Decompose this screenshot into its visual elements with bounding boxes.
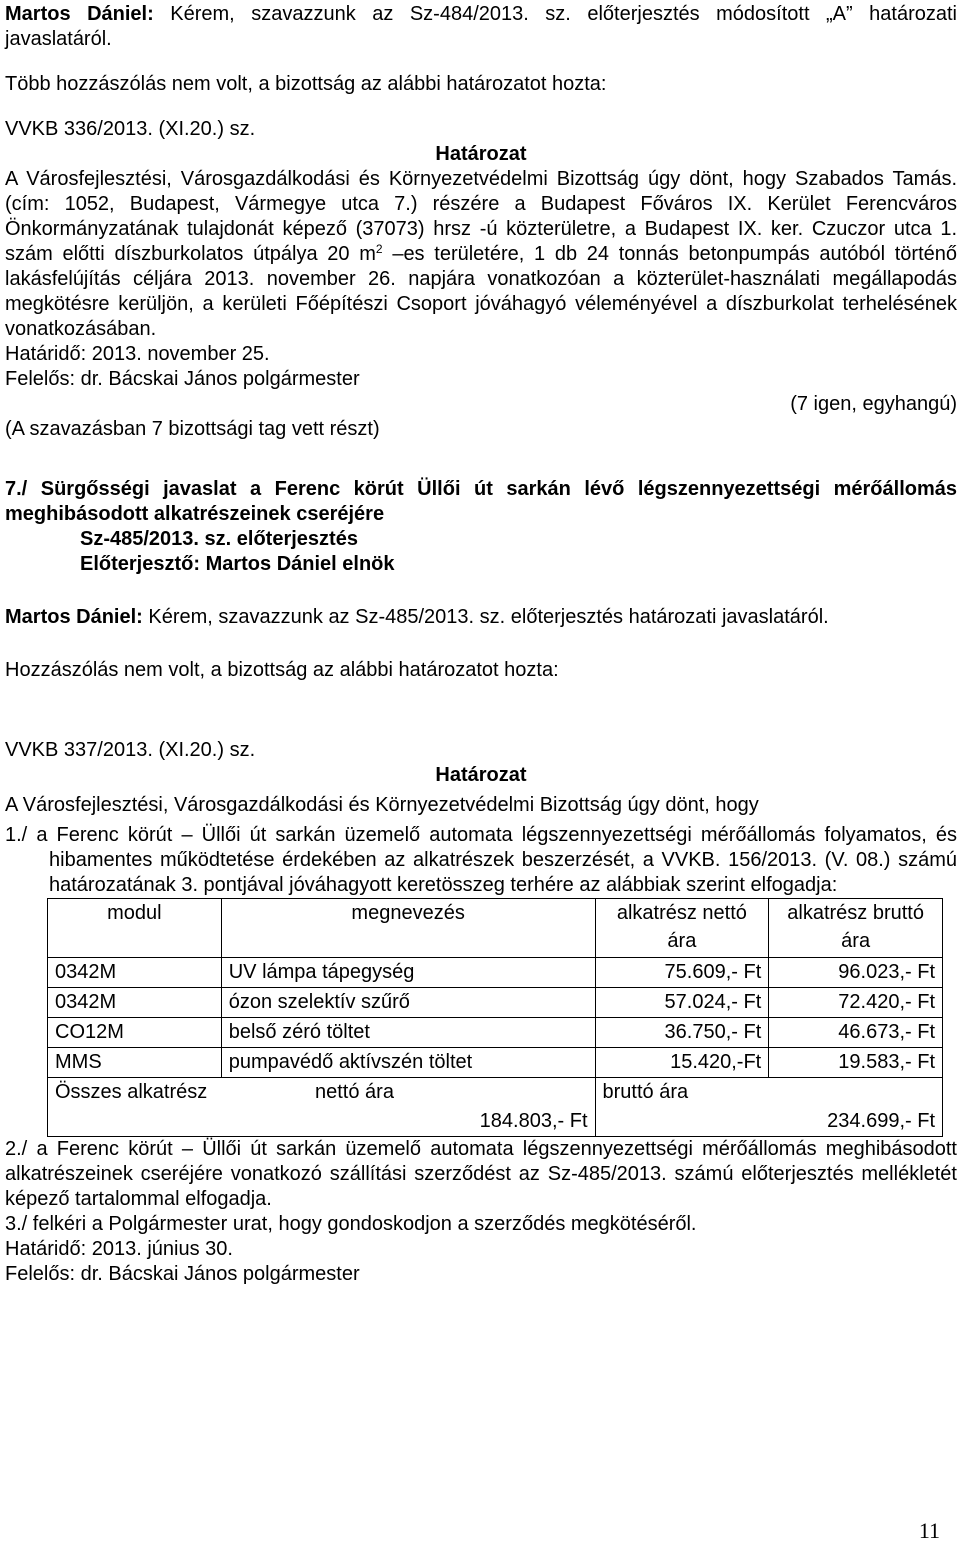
table-row	[48, 1018, 943, 1048]
table-row	[48, 988, 943, 1018]
proposal-number: Sz-485/2013. sz. előterjesztés	[80, 528, 358, 550]
responsible-2: Felelős: dr. Bácskai János polgármester	[5, 1263, 360, 1285]
table-cell: 0342M	[48, 988, 222, 1018]
speaker-name: Martos Dániel:	[5, 606, 143, 628]
participation-1: (A szavazásban 7 bizottsági tag vett részt)	[5, 418, 380, 440]
table-cell: UV lámpa tápegység	[221, 958, 595, 988]
page-number: 11	[918, 1518, 940, 1543]
total-net-label: nettó ára	[315, 1081, 394, 1103]
table-total-row	[48, 1107, 943, 1137]
deadline-2: Határidő: 2013. június 30.	[5, 1238, 233, 1260]
resolution-number-2: VVKB 337/2013. (XI.20.) sz.	[5, 739, 256, 761]
table-cell: 15.420,-Ft	[595, 1048, 769, 1078]
table-header: modul	[48, 899, 222, 958]
speaker-text: Kérem, szavazzunk az Sz-485/2013. sz. előterjesztés határozati javaslatáról.	[142, 606, 829, 628]
presenter: Előterjesztő: Martos Dániel elnök	[80, 553, 395, 575]
total-gross-label: bruttó ára	[595, 1078, 942, 1108]
table-header-row	[48, 899, 943, 958]
table-header: megnevezés	[221, 899, 595, 958]
table-cell: 57.024,- Ft	[595, 988, 769, 1018]
table-cell: ózon szelektív szűrő	[221, 988, 595, 1018]
deadline-1: Határidő: 2013. november 25.	[5, 343, 270, 365]
table-total-label-row	[48, 1078, 943, 1108]
table-cell: 96.023,- Ft	[769, 958, 943, 988]
table-cell: pumpavédő aktívszén töltet	[221, 1048, 595, 1078]
speaker-name: Martos Dániel:	[5, 3, 154, 25]
document-page	[5, 2, 957, 1287]
resolution-point-2: 2./ a Ferenc körút – Üllői út sarkán üzemelő automata légszennyezettségi mérőállomás meghibásodott alkatrészeinek cseréjére vonatkozó szállítási szerződést az Sz-485/2013. számú előterjesztés mellékletét képező tartalommal elfogadja.	[5, 1138, 957, 1210]
responsible-1: Felelős: dr. Bácskai János polgármester	[5, 368, 360, 390]
resolution-point-3: 3./ felkéri a Polgármester urat, hogy gondoskodjon a szerződés megkötéséről.	[5, 1213, 697, 1235]
resolution-heading-2: Határozat	[435, 764, 527, 786]
table-header: alkatrész nettó ára	[595, 899, 769, 958]
table-cell: 46.673,- Ft	[769, 1018, 943, 1048]
resolution-number-1: VVKB 336/2013. (XI.20.) sz.	[5, 118, 256, 140]
comment-2: Hozzászólás nem volt, a bizottság az alábbi határozatot hozta:	[5, 659, 559, 681]
resolution-intro-2: A Városfejlesztési, Városgazdálkodási és Környezetvédelmi Bizottság úgy dönt, hogy	[5, 794, 759, 816]
table-header: alkatrész bruttó ára	[769, 899, 943, 958]
table-cell: CO12M	[48, 1018, 222, 1048]
resolution-text-1: A Városfejlesztési, Városgazdálkodási és Környezetvédelmi Bizottság úgy dönt, hogy Szabados Tamás. (cím: 1052, Budapest, Vármegye utca 7.) részére a Budapest Főváros IX. Kerület Ferencváros Önkormányzatának tulajdonát képező (37073) hrsz -ú közterületre, a Budapest IX. ker. Czuczor utca 1. szám előtti díszburkolatos útpálya 20 $m^2$ –es területére, 1 db 24 tonnás betonpumpás autóból történő lakásfelújítás céljára 2013. november 26. napjára vonatkozóan a közterület-használati megállapodás megkötésre kerüljön, a kerületi Főépítészi Csoport jóváhagyó véleményével a díszburkolat terhelésének vonatkozásában.	[5, 168, 957, 340]
total-gross: 234.699,- Ft	[595, 1107, 942, 1137]
comment-1: Több hozzászólás nem volt, a bizottság az alábbi határozatot hozta:	[5, 73, 607, 95]
resolution-point-1: 1./ a Ferenc körút – Üllői út sarkán üzemelő automata légszennyezettségi mérőállomás folyamatos, és hibamentes működtetése érdekében az alkatrészek beszerzését, a VVKB. 156/2013. (V. 08.) számú határozatának 3. pontjával jóváhagyott keretösszeg terhére az alábbiak szerint elfogadja:	[5, 824, 957, 896]
table-cell: 72.420,- Ft	[769, 988, 943, 1018]
total-net: 184.803,- Ft	[48, 1107, 596, 1137]
table-row	[48, 958, 943, 988]
table-row	[48, 1048, 943, 1078]
table-cell: 19.583,- Ft	[769, 1048, 943, 1078]
speaker-paragraph-1	[5, 2, 957, 52]
table-cell: 36.750,- Ft	[595, 1018, 769, 1048]
table-cell: 75.609,- Ft	[595, 958, 769, 988]
agenda-item-title: 7./ Sürgősségi javaslat a Ferenc körút Üllői út sarkán lévő légszennyezettségi mérőállomás meghibásodott alkatrészeinek cseréjére	[5, 478, 957, 525]
table-cell: MMS	[48, 1048, 222, 1078]
speaker-text: Kérem, szavazzunk az Sz-484/2013. sz. előterjesztés módosított „A” határozati javaslatáról.	[5, 3, 957, 50]
vote-result-1: (7 igen, egyhangú)	[790, 393, 957, 415]
speaker-paragraph-2	[5, 605, 957, 630]
total-label: Összes alkatrész	[55, 1081, 208, 1103]
parts-table	[47, 898, 943, 1137]
table-cell: belső zéró töltet	[221, 1018, 595, 1048]
resolution-heading-1: Határozat	[435, 143, 527, 165]
table-cell: 0342M	[48, 958, 222, 988]
